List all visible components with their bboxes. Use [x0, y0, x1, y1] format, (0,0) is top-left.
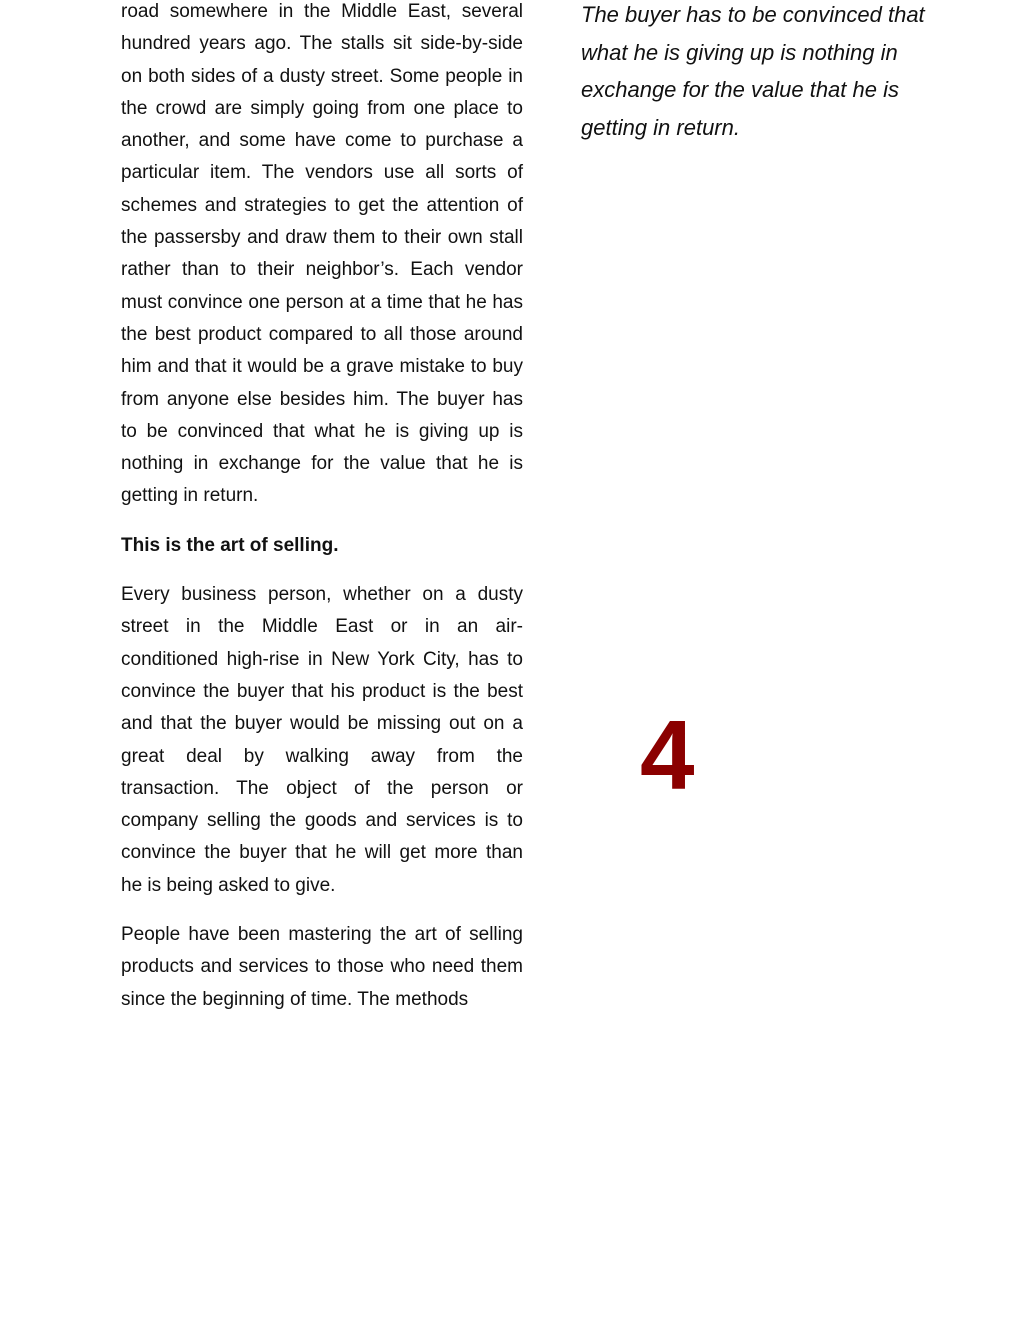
body-paragraph: road somewhere in the Middle East, several hundred years ago. The stalls sit side-by-side on both sides of a dusty street. Some people in the crowd are simply going from one place to another, and some have come to purchase a particular item. The vendors use all sorts of schemes and strategies to get the attention of the passersby and draw them to their own stall rather than to their neighbor’s. Each vendor must convince one person at a time that he has the best product compared to all those around him and that it would be a grave mistake to buy from anyone else besides him. The buyer has to be convinced that what he is giving up is nothing in exchange for the value that he is getting in return. [121, 1, 523, 507]
body-paragraph: Every business person, whether on a dusty street in the Middle East or in an air-conditioned high-rise in New York City, has to convince the buyer that his product is the best and that the buyer would be missing out on a great deal by walking away from the transaction. The object of the person or company selling the goods and services is to convince the buyer that he will get more than he is being asked to give. [121, 584, 523, 896]
pull-quote: The buyer has to be convinced that what he is giving up is nothing in exchange for the value that he is getting in return. [581, 2, 925, 140]
page-number: 4 [640, 700, 695, 810]
body-paragraph: People have been mastering the art of selling products and services to those who need them since the beginning of time. The methods [121, 924, 523, 1010]
section-emphasis-line: This is the art of selling. [121, 534, 339, 556]
body-text-column [121, 0, 523, 1033]
